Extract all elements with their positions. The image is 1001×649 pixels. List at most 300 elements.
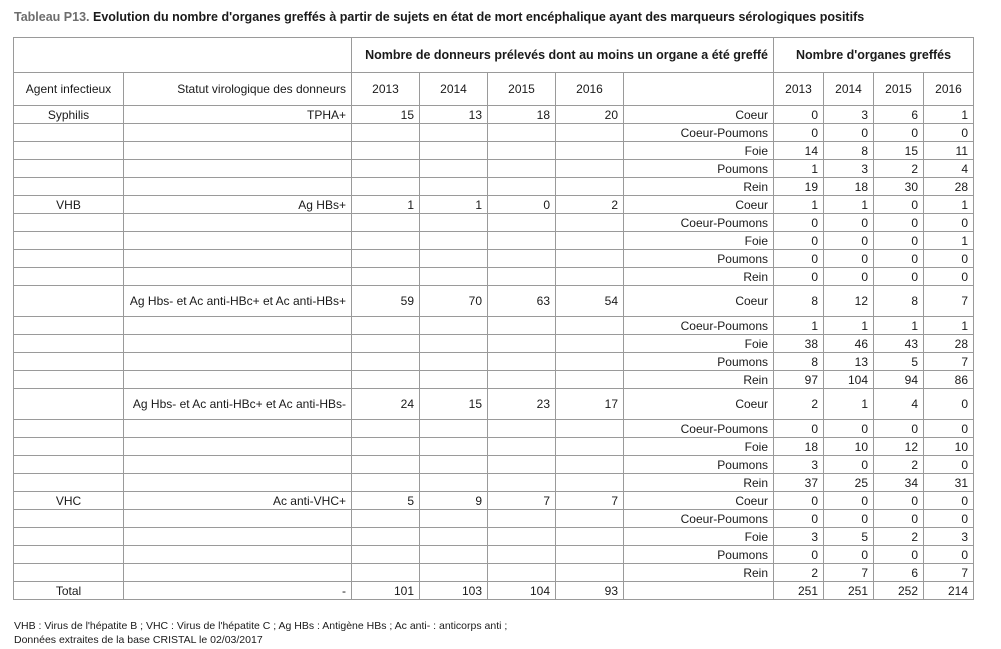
organ-count-cell: 3	[824, 160, 874, 178]
donor-count-cell	[420, 438, 488, 456]
donor-count-cell	[352, 371, 420, 389]
status-cell: Ag HBs+	[124, 196, 352, 214]
organ-count-cell: 0	[874, 214, 924, 232]
donor-count-cell	[488, 214, 556, 232]
donor-count-cell: 13	[420, 106, 488, 124]
status-cell	[124, 510, 352, 528]
status-cell	[124, 142, 352, 160]
header-donor-year: 2014	[420, 73, 488, 106]
agent-cell	[14, 214, 124, 232]
donor-count-cell	[352, 564, 420, 582]
table-title-label: Tableau P13.	[14, 10, 90, 24]
status-cell	[124, 160, 352, 178]
table-row	[14, 317, 974, 335]
organ-cell: Poumons	[624, 250, 774, 268]
status-cell	[124, 528, 352, 546]
organ-cell: Foie	[624, 438, 774, 456]
organ-count-cell: 0	[824, 420, 874, 438]
agent-cell	[14, 353, 124, 371]
organ-count-cell: 46	[824, 335, 874, 353]
organ-count-cell: 0	[924, 510, 974, 528]
organ-cell: Foie	[624, 335, 774, 353]
donor-count-cell	[352, 178, 420, 196]
organ-count-cell: 104	[824, 371, 874, 389]
organ-count-cell: 252	[874, 582, 924, 600]
header-agent: Agent infectieux	[14, 73, 124, 106]
organ-cell: Poumons	[624, 546, 774, 564]
organ-count-cell: 0	[774, 124, 824, 142]
donor-count-cell: 17	[556, 389, 624, 420]
donor-count-cell	[556, 317, 624, 335]
organ-count-cell: 2	[874, 160, 924, 178]
donor-count-cell: 2	[556, 196, 624, 214]
status-cell: -	[124, 582, 352, 600]
table-row	[14, 106, 974, 124]
donor-count-cell	[556, 371, 624, 389]
organ-count-cell: 3	[924, 528, 974, 546]
organ-count-cell: 0	[824, 214, 874, 232]
organ-count-cell: 0	[774, 268, 824, 286]
table-row	[14, 124, 974, 142]
donor-count-cell	[556, 546, 624, 564]
donor-count-cell	[352, 214, 420, 232]
table-row	[14, 438, 974, 456]
footer-source: Données extraites de la base CRISTAL le 02/03/2017	[14, 634, 263, 646]
organ-count-cell: 0	[774, 546, 824, 564]
table-row	[14, 564, 974, 582]
organ-count-cell: 0	[924, 492, 974, 510]
organ-count-cell: 11	[924, 142, 974, 160]
organ-count-cell: 4	[924, 160, 974, 178]
table-row	[14, 353, 974, 371]
donor-count-cell	[420, 124, 488, 142]
table-row	[14, 420, 974, 438]
status-cell	[124, 317, 352, 335]
header-organ-year: 2016	[924, 73, 974, 106]
organ-cell: Rein	[624, 371, 774, 389]
organ-count-cell: 0	[824, 492, 874, 510]
donor-count-cell	[488, 564, 556, 582]
organ-count-cell: 28	[924, 335, 974, 353]
agent-cell: VHB	[14, 196, 124, 214]
organ-count-cell: 0	[874, 124, 924, 142]
organ-count-cell: 0	[874, 492, 924, 510]
donor-count-cell: 63	[488, 286, 556, 317]
donor-count-cell	[556, 420, 624, 438]
organ-count-cell: 1	[924, 232, 974, 250]
organ-count-cell: 7	[824, 564, 874, 582]
donor-count-cell	[352, 474, 420, 492]
agent-cell	[14, 371, 124, 389]
table-row	[14, 474, 974, 492]
organ-cell: Rein	[624, 178, 774, 196]
donor-count-cell	[488, 456, 556, 474]
organ-cell: Foie	[624, 528, 774, 546]
donor-count-cell: 5	[352, 492, 420, 510]
agent-cell	[14, 456, 124, 474]
organ-count-cell: 12	[824, 286, 874, 317]
donor-count-cell	[420, 371, 488, 389]
donor-count-cell	[420, 232, 488, 250]
donor-count-cell	[420, 353, 488, 371]
organ-cell: Foie	[624, 142, 774, 160]
agent-cell	[14, 286, 124, 317]
organ-count-cell: 1	[924, 317, 974, 335]
donor-count-cell	[420, 528, 488, 546]
organ-count-cell: 0	[774, 214, 824, 232]
organ-cell: Coeur-Poumons	[624, 510, 774, 528]
organ-count-cell: 38	[774, 335, 824, 353]
header-status: Statut virologique des donneurs	[124, 73, 352, 106]
donor-count-cell	[420, 456, 488, 474]
donor-count-cell	[420, 317, 488, 335]
donor-count-cell	[352, 250, 420, 268]
donor-count-cell	[488, 268, 556, 286]
header-donors-group: Nombre de donneurs prélevés dont au moins un organe a été greffé	[352, 38, 774, 73]
donor-count-cell	[420, 564, 488, 582]
organ-count-cell: 0	[824, 124, 874, 142]
agent-cell	[14, 564, 124, 582]
organ-count-cell: 0	[874, 232, 924, 250]
donor-count-cell	[556, 528, 624, 546]
agent-cell	[14, 178, 124, 196]
organ-count-cell: 2	[874, 456, 924, 474]
donor-count-cell	[556, 178, 624, 196]
organ-count-cell: 1	[874, 317, 924, 335]
status-cell: TPHA+	[124, 106, 352, 124]
table-body	[14, 106, 974, 600]
agent-cell	[14, 438, 124, 456]
header-donor-year: 2016	[556, 73, 624, 106]
donor-count-cell: 24	[352, 389, 420, 420]
organ-cell: Poumons	[624, 353, 774, 371]
footer-abbreviations: VHB : Virus de l'hépatite B ; VHC : Virus de l'hépatite C ; Ag HBs : Antigène HBs ; Ac anti- : anticorps anti ;	[14, 620, 508, 632]
status-cell	[124, 124, 352, 142]
agent-cell: Syphilis	[14, 106, 124, 124]
table-row	[14, 214, 974, 232]
organ-count-cell: 0	[774, 492, 824, 510]
status-cell	[124, 178, 352, 196]
organ-count-cell: 0	[924, 546, 974, 564]
header-donor-year: 2015	[488, 73, 556, 106]
organ-count-cell: 6	[874, 564, 924, 582]
status-cell: Ag Hbs- et Ac anti-HBc+ et Ac anti-HBs+	[124, 286, 352, 317]
organ-count-cell: 0	[824, 268, 874, 286]
organ-count-cell: 8	[774, 286, 824, 317]
donor-count-cell	[488, 546, 556, 564]
organ-count-cell: 31	[924, 474, 974, 492]
donor-count-cell	[420, 214, 488, 232]
status-cell	[124, 420, 352, 438]
header-organ-year: 2013	[774, 73, 824, 106]
agent-cell	[14, 317, 124, 335]
table-row	[14, 456, 974, 474]
table-row	[14, 250, 974, 268]
table-row	[14, 232, 974, 250]
organ-cell: Coeur-Poumons	[624, 214, 774, 232]
organ-count-cell: 6	[874, 106, 924, 124]
status-cell	[124, 456, 352, 474]
donor-count-cell: 103	[420, 582, 488, 600]
organ-count-cell: 94	[874, 371, 924, 389]
agent-cell	[14, 142, 124, 160]
organ-count-cell: 0	[774, 106, 824, 124]
donor-count-cell	[420, 335, 488, 353]
organ-count-cell: 4	[874, 389, 924, 420]
donor-count-cell	[556, 564, 624, 582]
donor-count-cell	[488, 317, 556, 335]
organ-count-cell: 8	[774, 353, 824, 371]
organ-count-cell: 34	[874, 474, 924, 492]
agent-cell	[14, 124, 124, 142]
organ-cell: Rein	[624, 564, 774, 582]
organ-count-cell: 0	[824, 250, 874, 268]
status-cell	[124, 214, 352, 232]
agent-cell: VHC	[14, 492, 124, 510]
organ-count-cell: 1	[774, 317, 824, 335]
donor-count-cell: 18	[488, 106, 556, 124]
donor-count-cell	[352, 335, 420, 353]
donor-count-cell: 93	[556, 582, 624, 600]
organ-count-cell: 30	[874, 178, 924, 196]
agent-cell	[14, 232, 124, 250]
table-title	[14, 10, 864, 24]
status-cell	[124, 371, 352, 389]
donor-count-cell	[352, 142, 420, 160]
donor-count-cell: 9	[420, 492, 488, 510]
donor-count-cell	[488, 142, 556, 160]
organ-count-cell: 15	[874, 142, 924, 160]
organ-count-cell: 43	[874, 335, 924, 353]
organ-cell: Coeur	[624, 106, 774, 124]
header-organ-empty	[624, 73, 774, 106]
data-table	[13, 37, 974, 600]
organ-count-cell: 1	[774, 196, 824, 214]
organ-count-cell: 13	[824, 353, 874, 371]
organ-count-cell: 1	[824, 196, 874, 214]
donor-count-cell	[352, 232, 420, 250]
agent-cell	[14, 420, 124, 438]
header-donor-year: 2013	[352, 73, 420, 106]
organ-count-cell: 0	[874, 510, 924, 528]
organ-count-cell: 2	[774, 389, 824, 420]
organ-cell: Rein	[624, 474, 774, 492]
organ-count-cell: 0	[874, 196, 924, 214]
donor-count-cell	[556, 250, 624, 268]
header-empty-cell	[14, 38, 352, 73]
organ-count-cell: 7	[924, 564, 974, 582]
organ-count-cell: 8	[824, 142, 874, 160]
table-row	[14, 389, 974, 420]
organ-count-cell: 0	[924, 420, 974, 438]
donor-count-cell	[488, 510, 556, 528]
donor-count-cell	[488, 232, 556, 250]
donor-count-cell: 23	[488, 389, 556, 420]
agent-cell	[14, 389, 124, 420]
donor-count-cell	[488, 178, 556, 196]
donor-count-cell	[352, 420, 420, 438]
donor-count-cell: 70	[420, 286, 488, 317]
donor-count-cell	[556, 438, 624, 456]
organ-count-cell: 251	[824, 582, 874, 600]
table-row	[14, 160, 974, 178]
table-row	[14, 178, 974, 196]
organ-count-cell: 3	[774, 528, 824, 546]
donor-count-cell	[556, 335, 624, 353]
donor-count-cell	[420, 546, 488, 564]
organ-count-cell: 0	[774, 250, 824, 268]
donor-count-cell	[420, 160, 488, 178]
donor-count-cell	[352, 160, 420, 178]
organ-count-cell: 97	[774, 371, 824, 389]
organ-count-cell: 3	[774, 456, 824, 474]
donor-count-cell: 54	[556, 286, 624, 317]
donor-count-cell	[352, 353, 420, 371]
organ-count-cell: 14	[774, 142, 824, 160]
donor-count-cell	[420, 268, 488, 286]
agent-cell	[14, 546, 124, 564]
organ-cell: Coeur	[624, 492, 774, 510]
table-row	[14, 142, 974, 160]
organ-count-cell: 0	[874, 420, 924, 438]
organ-count-cell: 0	[874, 546, 924, 564]
donor-count-cell	[488, 371, 556, 389]
donor-count-cell	[488, 335, 556, 353]
table-row	[14, 286, 974, 317]
header-organ-year: 2014	[824, 73, 874, 106]
organ-count-cell: 37	[774, 474, 824, 492]
donor-count-cell	[488, 420, 556, 438]
donor-count-cell: 15	[420, 389, 488, 420]
donor-count-cell	[488, 160, 556, 178]
organ-count-cell: 0	[924, 268, 974, 286]
organ-count-cell: 18	[774, 438, 824, 456]
donor-count-cell	[420, 250, 488, 268]
organ-count-cell: 25	[824, 474, 874, 492]
donor-count-cell	[352, 546, 420, 564]
organ-count-cell: 0	[774, 420, 824, 438]
status-cell	[124, 232, 352, 250]
donor-count-cell: 59	[352, 286, 420, 317]
organ-count-cell: 0	[924, 124, 974, 142]
status-cell	[124, 564, 352, 582]
organ-count-cell: 28	[924, 178, 974, 196]
organ-cell: Coeur-Poumons	[624, 124, 774, 142]
donor-count-cell	[556, 160, 624, 178]
organ-cell: Coeur	[624, 286, 774, 317]
table-row	[14, 546, 974, 564]
organ-cell: Foie	[624, 232, 774, 250]
donor-count-cell	[556, 510, 624, 528]
status-cell: Ag Hbs- et Ac anti-HBc+ et Ac anti-HBs-	[124, 389, 352, 420]
donor-count-cell	[352, 438, 420, 456]
donor-count-cell	[352, 528, 420, 546]
donor-count-cell	[556, 142, 624, 160]
organ-count-cell: 0	[924, 250, 974, 268]
donor-count-cell: 7	[488, 492, 556, 510]
organ-count-cell: 2	[774, 564, 824, 582]
organ-count-cell: 0	[824, 456, 874, 474]
donor-count-cell	[488, 353, 556, 371]
status-cell	[124, 438, 352, 456]
donor-count-cell	[556, 268, 624, 286]
organ-count-cell: 1	[824, 389, 874, 420]
donor-count-cell	[556, 353, 624, 371]
organ-cell: Rein	[624, 268, 774, 286]
organ-cell: Poumons	[624, 160, 774, 178]
donor-count-cell	[420, 510, 488, 528]
organ-cell: Coeur-Poumons	[624, 317, 774, 335]
donor-count-cell: 1	[352, 196, 420, 214]
organ-count-cell: 2	[874, 528, 924, 546]
agent-cell	[14, 528, 124, 546]
table-row	[14, 335, 974, 353]
organ-count-cell: 0	[874, 250, 924, 268]
organ-count-cell: 0	[774, 510, 824, 528]
organ-count-cell: 0	[824, 232, 874, 250]
organ-count-cell: 251	[774, 582, 824, 600]
donor-count-cell	[420, 142, 488, 160]
organ-count-cell: 3	[824, 106, 874, 124]
organ-count-cell: 5	[824, 528, 874, 546]
status-cell	[124, 353, 352, 371]
table-row	[14, 582, 974, 600]
organ-count-cell: 0	[924, 389, 974, 420]
organ-count-cell: 1	[924, 196, 974, 214]
donor-count-cell	[556, 474, 624, 492]
status-cell	[124, 474, 352, 492]
donor-count-cell	[352, 510, 420, 528]
table-row	[14, 528, 974, 546]
organ-count-cell: 19	[774, 178, 824, 196]
organ-count-cell: 7	[924, 353, 974, 371]
donor-count-cell	[420, 420, 488, 438]
agent-cell	[14, 160, 124, 178]
donor-count-cell: 104	[488, 582, 556, 600]
donor-count-cell	[352, 268, 420, 286]
donor-count-cell	[488, 438, 556, 456]
donor-count-cell	[556, 124, 624, 142]
organ-count-cell: 0	[774, 232, 824, 250]
donor-count-cell: 15	[352, 106, 420, 124]
donor-count-cell	[488, 124, 556, 142]
agent-cell	[14, 474, 124, 492]
agent-cell	[14, 335, 124, 353]
donor-count-cell	[556, 214, 624, 232]
organ-cell: Coeur	[624, 389, 774, 420]
table-row	[14, 510, 974, 528]
organ-count-cell: 10	[824, 438, 874, 456]
organ-cell: Poumons	[624, 456, 774, 474]
donor-count-cell: 1	[420, 196, 488, 214]
organ-count-cell: 0	[824, 510, 874, 528]
organ-count-cell: 8	[874, 286, 924, 317]
agent-cell	[14, 250, 124, 268]
organ-count-cell: 7	[924, 286, 974, 317]
status-cell	[124, 335, 352, 353]
header-row-groups	[14, 38, 974, 73]
donor-count-cell	[556, 456, 624, 474]
status-cell	[124, 268, 352, 286]
table-row	[14, 196, 974, 214]
donor-count-cell	[352, 317, 420, 335]
status-cell	[124, 250, 352, 268]
donor-count-cell	[488, 528, 556, 546]
organ-cell: Coeur-Poumons	[624, 420, 774, 438]
organ-count-cell: 1	[824, 317, 874, 335]
organ-count-cell: 18	[824, 178, 874, 196]
agent-cell	[14, 268, 124, 286]
